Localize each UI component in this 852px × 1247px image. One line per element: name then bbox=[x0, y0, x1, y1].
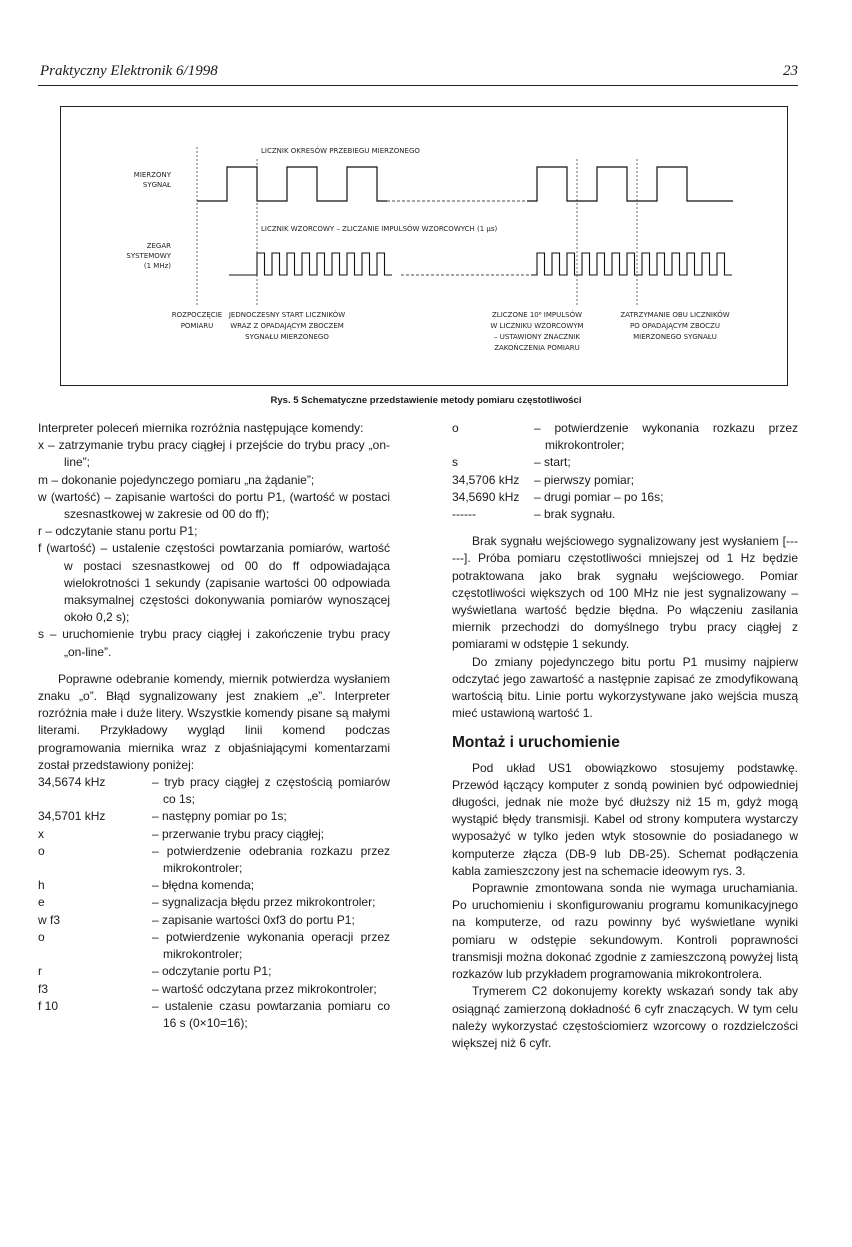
page-number: 23 bbox=[783, 63, 798, 79]
signal-label-2: SYGNAŁ bbox=[142, 181, 171, 189]
listing-desc: – błędna komenda; bbox=[152, 878, 255, 893]
listing-desc: – potwierdzenie odebrania rozkazu przez mikrokontroler; bbox=[152, 843, 390, 876]
ann-cnt-3: – USTAWIONY ZNACZNIK bbox=[494, 333, 580, 341]
listing-desc: – start; bbox=[534, 455, 571, 470]
startup-paragraph: Poprawnie zmontowana sonda nie wymaga uruchamiania. Po uruchomieniu i skonfigurowaniu programu komunikacyjnego na komputerze, od razu powinny być wyświetlane wyniki pomiaru w odstępie sekundowym. Kontroli poprawności transmisji można dokonać zgodnie z zamieszczoną powyżej listą rozkazów lub przykładem programowania mikrokontrolera. bbox=[452, 881, 798, 982]
ann-cnt-2: W LICZNIKU WZORCOWYM bbox=[490, 322, 584, 330]
annotation-stop bbox=[620, 310, 729, 341]
listing-row bbox=[452, 420, 798, 454]
listing-desc: – pierwszy pomiar; bbox=[534, 472, 635, 487]
listing-desc: – drugi pomiar – po 16s; bbox=[534, 489, 664, 504]
clock-label-1: ZEGAR bbox=[146, 242, 171, 250]
clock-label-2: SYSTEMOWY bbox=[126, 252, 171, 260]
command-listing-left bbox=[38, 774, 390, 1032]
timing-diagram bbox=[61, 107, 787, 385]
ann-sim-3: SYGNAŁU MIERZONEGO bbox=[245, 333, 329, 341]
ann-stop-1: ZATRZYMANIE OBU LICZNIKÓW bbox=[620, 311, 730, 319]
listing-desc: – wartość odczytana przez mikrokontroler; bbox=[152, 981, 377, 996]
clock-waveform bbox=[229, 253, 392, 275]
listing-row bbox=[38, 894, 390, 911]
listing-desc: – ustalenie czasu powtarzania pomiaru co 16 s (0×10=16); bbox=[152, 998, 390, 1030]
listing-key: e bbox=[38, 895, 45, 910]
ann-cnt-1: ZLICZONE 10⁶ IMPULSÓW bbox=[492, 311, 582, 319]
listing-desc: – zapisanie wartości 0xf3 do portu P1; bbox=[152, 912, 355, 927]
listing-key: f3 bbox=[38, 981, 49, 996]
listing-row bbox=[38, 981, 390, 998]
command-item: s – uruchomienie trybu pracy ciągłej i zakończenie trybu pracy „on-line”. bbox=[38, 627, 390, 659]
section-heading: Montaż i uruchomienie bbox=[452, 734, 620, 752]
assembly-paragraph: Pod układ US1 obowiązkowo stosujemy podstawkę. Przewód łączący komputer z sondą powinien być odpowiedniej długości, jednak nie może być dłuższy niż 15 m, gdyż mogą wystąpić błędy transmisji. Kabel od strony komputera wystarczy wyposażyć w tylko jeden wtyk stosownie do posiadanego w komputerze złącza (DB-9 lub DB-25). Schemat podłączenia kabla zamieszczony jest na schemacie ideowym rys. 3. bbox=[452, 760, 798, 878]
listing-key: 34,5701 kHz bbox=[38, 809, 106, 824]
listing-desc: – brak sygnału. bbox=[534, 507, 616, 522]
ann-start-1: ROZPOCZĘCIE bbox=[171, 311, 223, 319]
command-item: x – zatrzymanie trybu pracy ciągłej i przejście do trybu pracy „on-line”; bbox=[38, 438, 390, 470]
annotation-simultaneous bbox=[228, 310, 345, 341]
reference-counter-label: LICZNIK WZORCOWY – ZLICZANIE IMPULSÓW WZORCOWYCH (1 μs) bbox=[261, 225, 498, 233]
listing-key: h bbox=[38, 878, 45, 893]
annotation-start bbox=[172, 311, 222, 330]
ann-start-2: POMIARU bbox=[180, 322, 214, 330]
commands-intro: Interpreter poleceń miernika rozróżnia następujące komendy: bbox=[38, 421, 364, 435]
listing-key: w f3 bbox=[38, 912, 61, 927]
listing-desc: – odczytanie portu P1; bbox=[152, 964, 272, 979]
signal-label-1: MIERZONY bbox=[133, 171, 171, 179]
listing-key: ------ bbox=[452, 507, 476, 522]
listing-row bbox=[452, 454, 798, 471]
clock-label-3: (1 MHz) bbox=[143, 262, 171, 270]
ann-cnt-4: ZAKOŃCZENIA POMIARU bbox=[494, 344, 580, 352]
listing-key: f 10 bbox=[38, 998, 59, 1013]
confirm-paragraph: Poprawne odebranie komendy, miernik potwierdza wysłaniem znaku „o”. Błąd sygnalizowany jest znakiem „e”. Interpreter rozróżnia małe i duże litery. Wszystkie komendy pisane są małymi literami. Przykładowy wygląd linii komend podczas programowania miernika wraz z objaśniającymi komentarzami został przedstawiony poniżej: bbox=[38, 671, 390, 772]
listing-desc: – przerwanie trybu pracy ciągłej; bbox=[152, 826, 325, 841]
ann-sim-2: WRAZ Z OPADAJĄCYM ZBOCZEM bbox=[230, 322, 344, 330]
magazine-title: Praktyczny Elektronik 6/1998 bbox=[40, 63, 218, 79]
command-item: w (wartość) – zapisanie wartości do portu P1, (wartość w postaci szesnastkowej w zakresie od 00 do ff); bbox=[38, 489, 390, 522]
page-header bbox=[38, 63, 798, 86]
clock-waveform-end bbox=[531, 253, 732, 275]
listing-key: 34,5690 kHz bbox=[452, 489, 520, 504]
port-bit-paragraph: Do zmiany pojedynczego bitu portu P1 musimy najpierw odczytać jego zawartość a następnie zapisać ze zmodyfikowaną wartością bitu. Linie portu wykorzystywane jako wejścia muszą mieć ustawioną wartość 1. bbox=[452, 654, 798, 721]
listing-key: r bbox=[38, 964, 42, 979]
listing-row bbox=[452, 489, 798, 506]
listing-key: o bbox=[38, 843, 45, 858]
listing-key: o bbox=[452, 421, 459, 435]
command-item: m – dokonanie pojedynczego pomiaru „na żądanie”; bbox=[38, 472, 315, 487]
listing-desc: – potwierdzenie wykonania operacji przez mikrokontroler; bbox=[152, 929, 390, 962]
ann-stop-3: MIERZONEGO SYGNAŁU bbox=[633, 333, 717, 341]
listing-row bbox=[38, 998, 390, 1032]
ann-stop-2: PO OPADAJĄCYM ZBOCZU bbox=[630, 322, 720, 330]
calibration-paragraph: Trymerem C2 dokonujemy korekty wskazań sondy tak aby osiągnąć zamierzoną dokładność 6 cyfr znaczących. W tym celu należy wykorzystać częstościomierz wzorcowy o rozdzielczości większej niż 6 cyfr. bbox=[452, 984, 798, 1050]
command-listing-right bbox=[452, 420, 798, 523]
no-signal-paragraph: Brak sygnału wejściowego sygnalizowany jest wysłaniem [------]. Próba pomiaru częstotliwości mniejszej od 1 Hz będzie potraktowana jako brak sygnału wejściowego. Pomiar częstotliwości większych od 100 MHz nie jest sygnalizowany – wyświetlana wartość będzie błędna. Po włączeniu zasilania miernik przechodzi do domyślnego trybu pracy ciągłej z pomiarami w odstępie 1 sekundy. bbox=[452, 534, 798, 652]
listing-row bbox=[38, 877, 390, 894]
figure-caption: Rys. 5 Schematyczne przedstawienie metody pomiaru częstotliwości bbox=[270, 395, 582, 406]
listing-desc: – następny pomiar po 1s; bbox=[152, 809, 287, 824]
listing-key: s bbox=[452, 455, 458, 470]
listing-row bbox=[38, 929, 390, 963]
listing-desc: – sygnalizacja błędu przez mikrokontroler; bbox=[152, 895, 376, 910]
listing-row bbox=[38, 774, 390, 808]
left-column bbox=[38, 420, 390, 1032]
annotation-counted bbox=[490, 310, 583, 352]
ann-sim-1: JEDNOCZESNY START LICZNIKÓW bbox=[228, 311, 346, 319]
listing-row bbox=[38, 963, 390, 980]
listing-row bbox=[452, 506, 798, 523]
listing-key: o bbox=[38, 929, 45, 944]
command-item: r – odczytanie stanu portu P1; bbox=[38, 524, 198, 539]
listing-row bbox=[38, 808, 390, 825]
listing-desc: – tryb pracy ciągłej z częstością pomiarów co 1s; bbox=[152, 775, 390, 807]
timing-diagram-figure bbox=[60, 106, 788, 386]
measured-signal-waveform-end bbox=[527, 167, 733, 201]
listing-row bbox=[38, 826, 390, 843]
listing-row bbox=[38, 912, 390, 929]
measured-signal-waveform bbox=[197, 167, 387, 201]
listing-row bbox=[452, 472, 798, 489]
listing-key: x bbox=[38, 826, 44, 841]
listing-row bbox=[38, 843, 390, 877]
listing-key: 34,5674 kHz bbox=[38, 775, 106, 790]
listing-desc: – potwierdzenie wykonania rozkazu przez mikrokontroler; bbox=[534, 421, 798, 453]
right-column bbox=[452, 420, 798, 1052]
period-counter-label: LICZNIK OKRESÓW PRZEBIEGU MIERZONEGO bbox=[261, 147, 420, 155]
listing-key: 34,5706 kHz bbox=[452, 472, 520, 487]
command-item: f (wartość) – ustalenie częstości powtarzania pomiarów, wartość w postaci szesnastkowej od 00 do ff odpowiadająca wielokrotności 1 sekundy (zapisanie wartości 00 odpowiada maksymalnej częstości dokonywania pomiarów wynoszącej około 0,2 s); bbox=[38, 541, 390, 625]
